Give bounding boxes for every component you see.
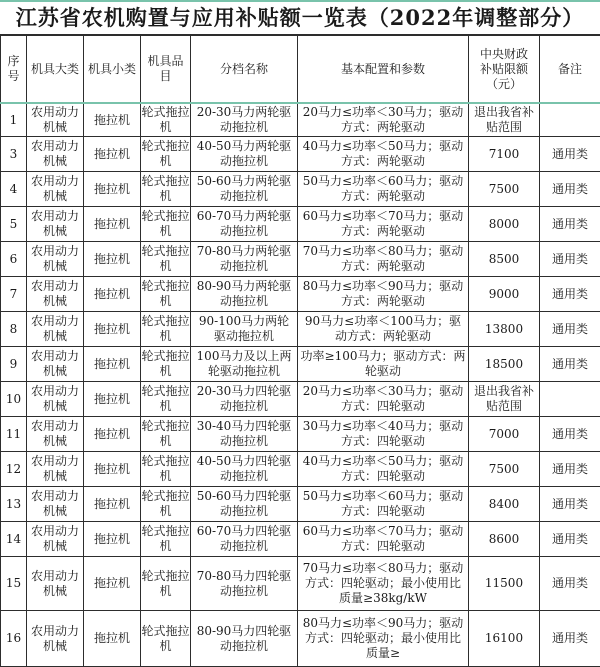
table-row — [1, 522, 600, 557]
cell-subsidy: 退出我省补贴范围 — [469, 382, 540, 417]
cell-subsidy: 7500 — [469, 172, 540, 207]
cell-no: 3 — [1, 137, 27, 172]
table-row — [1, 312, 600, 347]
cell-item: 轮式拖拉机 — [141, 417, 191, 452]
table-row — [1, 382, 600, 417]
table-row — [1, 452, 600, 487]
cell-subsidy: 8400 — [469, 487, 540, 522]
cell-no: 13 — [1, 487, 27, 522]
cell-remark: 通用类 — [540, 417, 600, 452]
cell-subsidy: 18500 — [469, 347, 540, 382]
col-header-tier: 分档名称 — [191, 35, 298, 103]
cell-subcategory: 拖拉机 — [84, 137, 141, 172]
cell-tier: 20-30马力四轮驱动拖拉机 — [191, 382, 298, 417]
cell-tier: 80-90马力四轮驱动拖拉机 — [191, 611, 298, 667]
cell-no: 11 — [1, 417, 27, 452]
cell-tier: 70-80马力两轮驱动拖拉机 — [191, 242, 298, 277]
cell-item: 轮式拖拉机 — [141, 347, 191, 382]
cell-no: 8 — [1, 312, 27, 347]
cell-no: 1 — [1, 103, 27, 137]
table-row — [1, 277, 600, 312]
cell-tier: 60-70马力两轮驱动拖拉机 — [191, 207, 298, 242]
cell-subsidy: 16100 — [469, 611, 540, 667]
table-row — [1, 487, 600, 522]
cell-subcategory: 拖拉机 — [84, 207, 141, 242]
cell-tier: 40-50马力四轮驱动拖拉机 — [191, 452, 298, 487]
cell-subsidy: 退出我省补贴范围 — [469, 103, 540, 137]
cell-subsidy: 7100 — [469, 137, 540, 172]
table-row — [1, 103, 600, 137]
cell-no: 16 — [1, 611, 27, 667]
cell-tier: 50-60马力两轮驱动拖拉机 — [191, 172, 298, 207]
cell-remark — [540, 103, 600, 137]
cell-no: 14 — [1, 522, 27, 557]
cell-subsidy: 13800 — [469, 312, 540, 347]
cell-no: 4 — [1, 172, 27, 207]
cell-category: 农用动力机械 — [27, 137, 84, 172]
cell-config: 功率≥100马力；驱动方式：两轮驱动 — [298, 347, 469, 382]
cell-category: 农用动力机械 — [27, 611, 84, 667]
cell-category: 农用动力机械 — [27, 242, 84, 277]
cell-subsidy: 7000 — [469, 417, 540, 452]
cell-category: 农用动力机械 — [27, 557, 84, 611]
header-row — [1, 35, 600, 103]
cell-subsidy: 8500 — [469, 242, 540, 277]
cell-remark: 通用类 — [540, 207, 600, 242]
cell-subcategory: 拖拉机 — [84, 487, 141, 522]
cell-remark: 通用类 — [540, 172, 600, 207]
cell-subcategory: 拖拉机 — [84, 242, 141, 277]
col-header-category: 机具大类 — [27, 35, 84, 103]
cell-subcategory: 拖拉机 — [84, 557, 141, 611]
cell-item: 轮式拖拉机 — [141, 312, 191, 347]
cell-config: 20马力≤功率＜30马力；驱动方式：两轮驱动 — [298, 103, 469, 137]
cell-no: 5 — [1, 207, 27, 242]
cell-category: 农用动力机械 — [27, 522, 84, 557]
table-row — [1, 172, 600, 207]
cell-subcategory: 拖拉机 — [84, 347, 141, 382]
page-title: 江苏省农机购置与应用补贴额一览表（2022年调整部分） — [0, 2, 600, 34]
subsidy-table — [0, 34, 600, 667]
cell-no: 15 — [1, 557, 27, 611]
cell-config: 60马力≤功率＜70马力；驱动方式：四轮驱动 — [298, 522, 469, 557]
cell-item: 轮式拖拉机 — [141, 382, 191, 417]
cell-subcategory: 拖拉机 — [84, 312, 141, 347]
cell-item: 轮式拖拉机 — [141, 207, 191, 242]
cell-config: 70马力≤功率＜80马力；驱动方式：两轮驱动 — [298, 242, 469, 277]
cell-tier: 100马力及以上两轮驱动拖拉机 — [191, 347, 298, 382]
cell-tier: 20-30马力两轮驱动拖拉机 — [191, 103, 298, 137]
cell-no: 12 — [1, 452, 27, 487]
cell-config: 50马力≤功率＜60马力；驱动方式：两轮驱动 — [298, 172, 469, 207]
col-header-no: 序号 — [1, 35, 27, 103]
col-header-item: 机具品目 — [141, 35, 191, 103]
cell-remark: 通用类 — [540, 611, 600, 667]
cell-subsidy: 8600 — [469, 522, 540, 557]
cell-item: 轮式拖拉机 — [141, 611, 191, 667]
cell-category: 农用动力机械 — [27, 487, 84, 522]
cell-category: 农用动力机械 — [27, 103, 84, 137]
cell-tier: 90-100马力两轮驱动拖拉机 — [191, 312, 298, 347]
cell-category: 农用动力机械 — [27, 347, 84, 382]
cell-subcategory: 拖拉机 — [84, 382, 141, 417]
cell-category: 农用动力机械 — [27, 452, 84, 487]
cell-remark: 通用类 — [540, 452, 600, 487]
cell-item: 轮式拖拉机 — [141, 557, 191, 611]
cell-config: 80马力≤功率＜90马力；驱动方式：两轮驱动 — [298, 277, 469, 312]
cell-item: 轮式拖拉机 — [141, 277, 191, 312]
cell-item: 轮式拖拉机 — [141, 137, 191, 172]
cell-category: 农用动力机械 — [27, 172, 84, 207]
cell-subcategory: 拖拉机 — [84, 452, 141, 487]
table-row — [1, 417, 600, 452]
cell-config: 30马力≤功率＜40马力；驱动方式：四轮驱动 — [298, 417, 469, 452]
cell-tier: 80-90马力两轮驱动拖拉机 — [191, 277, 298, 312]
cell-remark: 通用类 — [540, 347, 600, 382]
cell-subsidy: 9000 — [469, 277, 540, 312]
table-row — [1, 137, 600, 172]
cell-config: 80马力≤功率＜90马力；驱动方式：四轮驱动；最小使用比质量≥ — [298, 611, 469, 667]
cell-subcategory: 拖拉机 — [84, 103, 141, 137]
cell-subcategory: 拖拉机 — [84, 522, 141, 557]
cell-config: 40马力≤功率＜50马力；驱动方式：四轮驱动 — [298, 452, 469, 487]
cell-no: 6 — [1, 242, 27, 277]
table-row — [1, 242, 600, 277]
cell-remark: 通用类 — [540, 557, 600, 611]
cell-remark: 通用类 — [540, 277, 600, 312]
table-row — [1, 347, 600, 382]
cell-remark: 通用类 — [540, 522, 600, 557]
table-row — [1, 611, 600, 667]
cell-item: 轮式拖拉机 — [141, 487, 191, 522]
cell-config: 60马力≤功率＜70马力；驱动方式：两轮驱动 — [298, 207, 469, 242]
cell-no: 7 — [1, 277, 27, 312]
cell-item: 轮式拖拉机 — [141, 172, 191, 207]
cell-tier: 70-80马力四轮驱动拖拉机 — [191, 557, 298, 611]
cell-item: 轮式拖拉机 — [141, 103, 191, 137]
cell-remark: 通用类 — [540, 137, 600, 172]
cell-subcategory: 拖拉机 — [84, 277, 141, 312]
cell-subcategory: 拖拉机 — [84, 172, 141, 207]
table-row — [1, 557, 600, 611]
cell-no: 9 — [1, 347, 27, 382]
cell-no: 10 — [1, 382, 27, 417]
col-header-remark: 备注 — [540, 35, 600, 103]
cell-tier: 40-50马力两轮驱动拖拉机 — [191, 137, 298, 172]
cell-config: 50马力≤功率＜60马力；驱动方式：四轮驱动 — [298, 487, 469, 522]
cell-config: 20马力≤功率＜30马力；驱动方式：四轮驱动 — [298, 382, 469, 417]
cell-tier: 30-40马力四轮驱动拖拉机 — [191, 417, 298, 452]
cell-subsidy: 8000 — [469, 207, 540, 242]
cell-config: 90马力≤功率＜100马力；驱动方式：两轮驱动 — [298, 312, 469, 347]
cell-item: 轮式拖拉机 — [141, 242, 191, 277]
cell-remark: 通用类 — [540, 487, 600, 522]
cell-remark: 通用类 — [540, 312, 600, 347]
cell-config: 40马力≤功率＜50马力；驱动方式：两轮驱动 — [298, 137, 469, 172]
cell-subsidy: 7500 — [469, 452, 540, 487]
cell-category: 农用动力机械 — [27, 417, 84, 452]
cell-config: 70马力≤功率＜80马力；驱动方式：四轮驱动；最小使用比质量≥38kg/kW — [298, 557, 469, 611]
cell-item: 轮式拖拉机 — [141, 452, 191, 487]
cell-category: 农用动力机械 — [27, 312, 84, 347]
col-header-subcategory: 机具小类 — [84, 35, 141, 103]
cell-tier: 60-70马力四轮驱动拖拉机 — [191, 522, 298, 557]
cell-subsidy: 11500 — [469, 557, 540, 611]
cell-category: 农用动力机械 — [27, 277, 84, 312]
cell-remark: 通用类 — [540, 242, 600, 277]
table-row — [1, 207, 600, 242]
cell-item: 轮式拖拉机 — [141, 522, 191, 557]
cell-remark — [540, 382, 600, 417]
cell-category: 农用动力机械 — [27, 207, 84, 242]
cell-category: 农用动力机械 — [27, 382, 84, 417]
cell-subcategory: 拖拉机 — [84, 611, 141, 667]
col-header-subsidy: 中央财政补贴限额（元） — [469, 35, 540, 103]
cell-tier: 50-60马力四轮驱动拖拉机 — [191, 487, 298, 522]
col-header-config: 基本配置和参数 — [298, 35, 469, 103]
cell-subcategory: 拖拉机 — [84, 417, 141, 452]
